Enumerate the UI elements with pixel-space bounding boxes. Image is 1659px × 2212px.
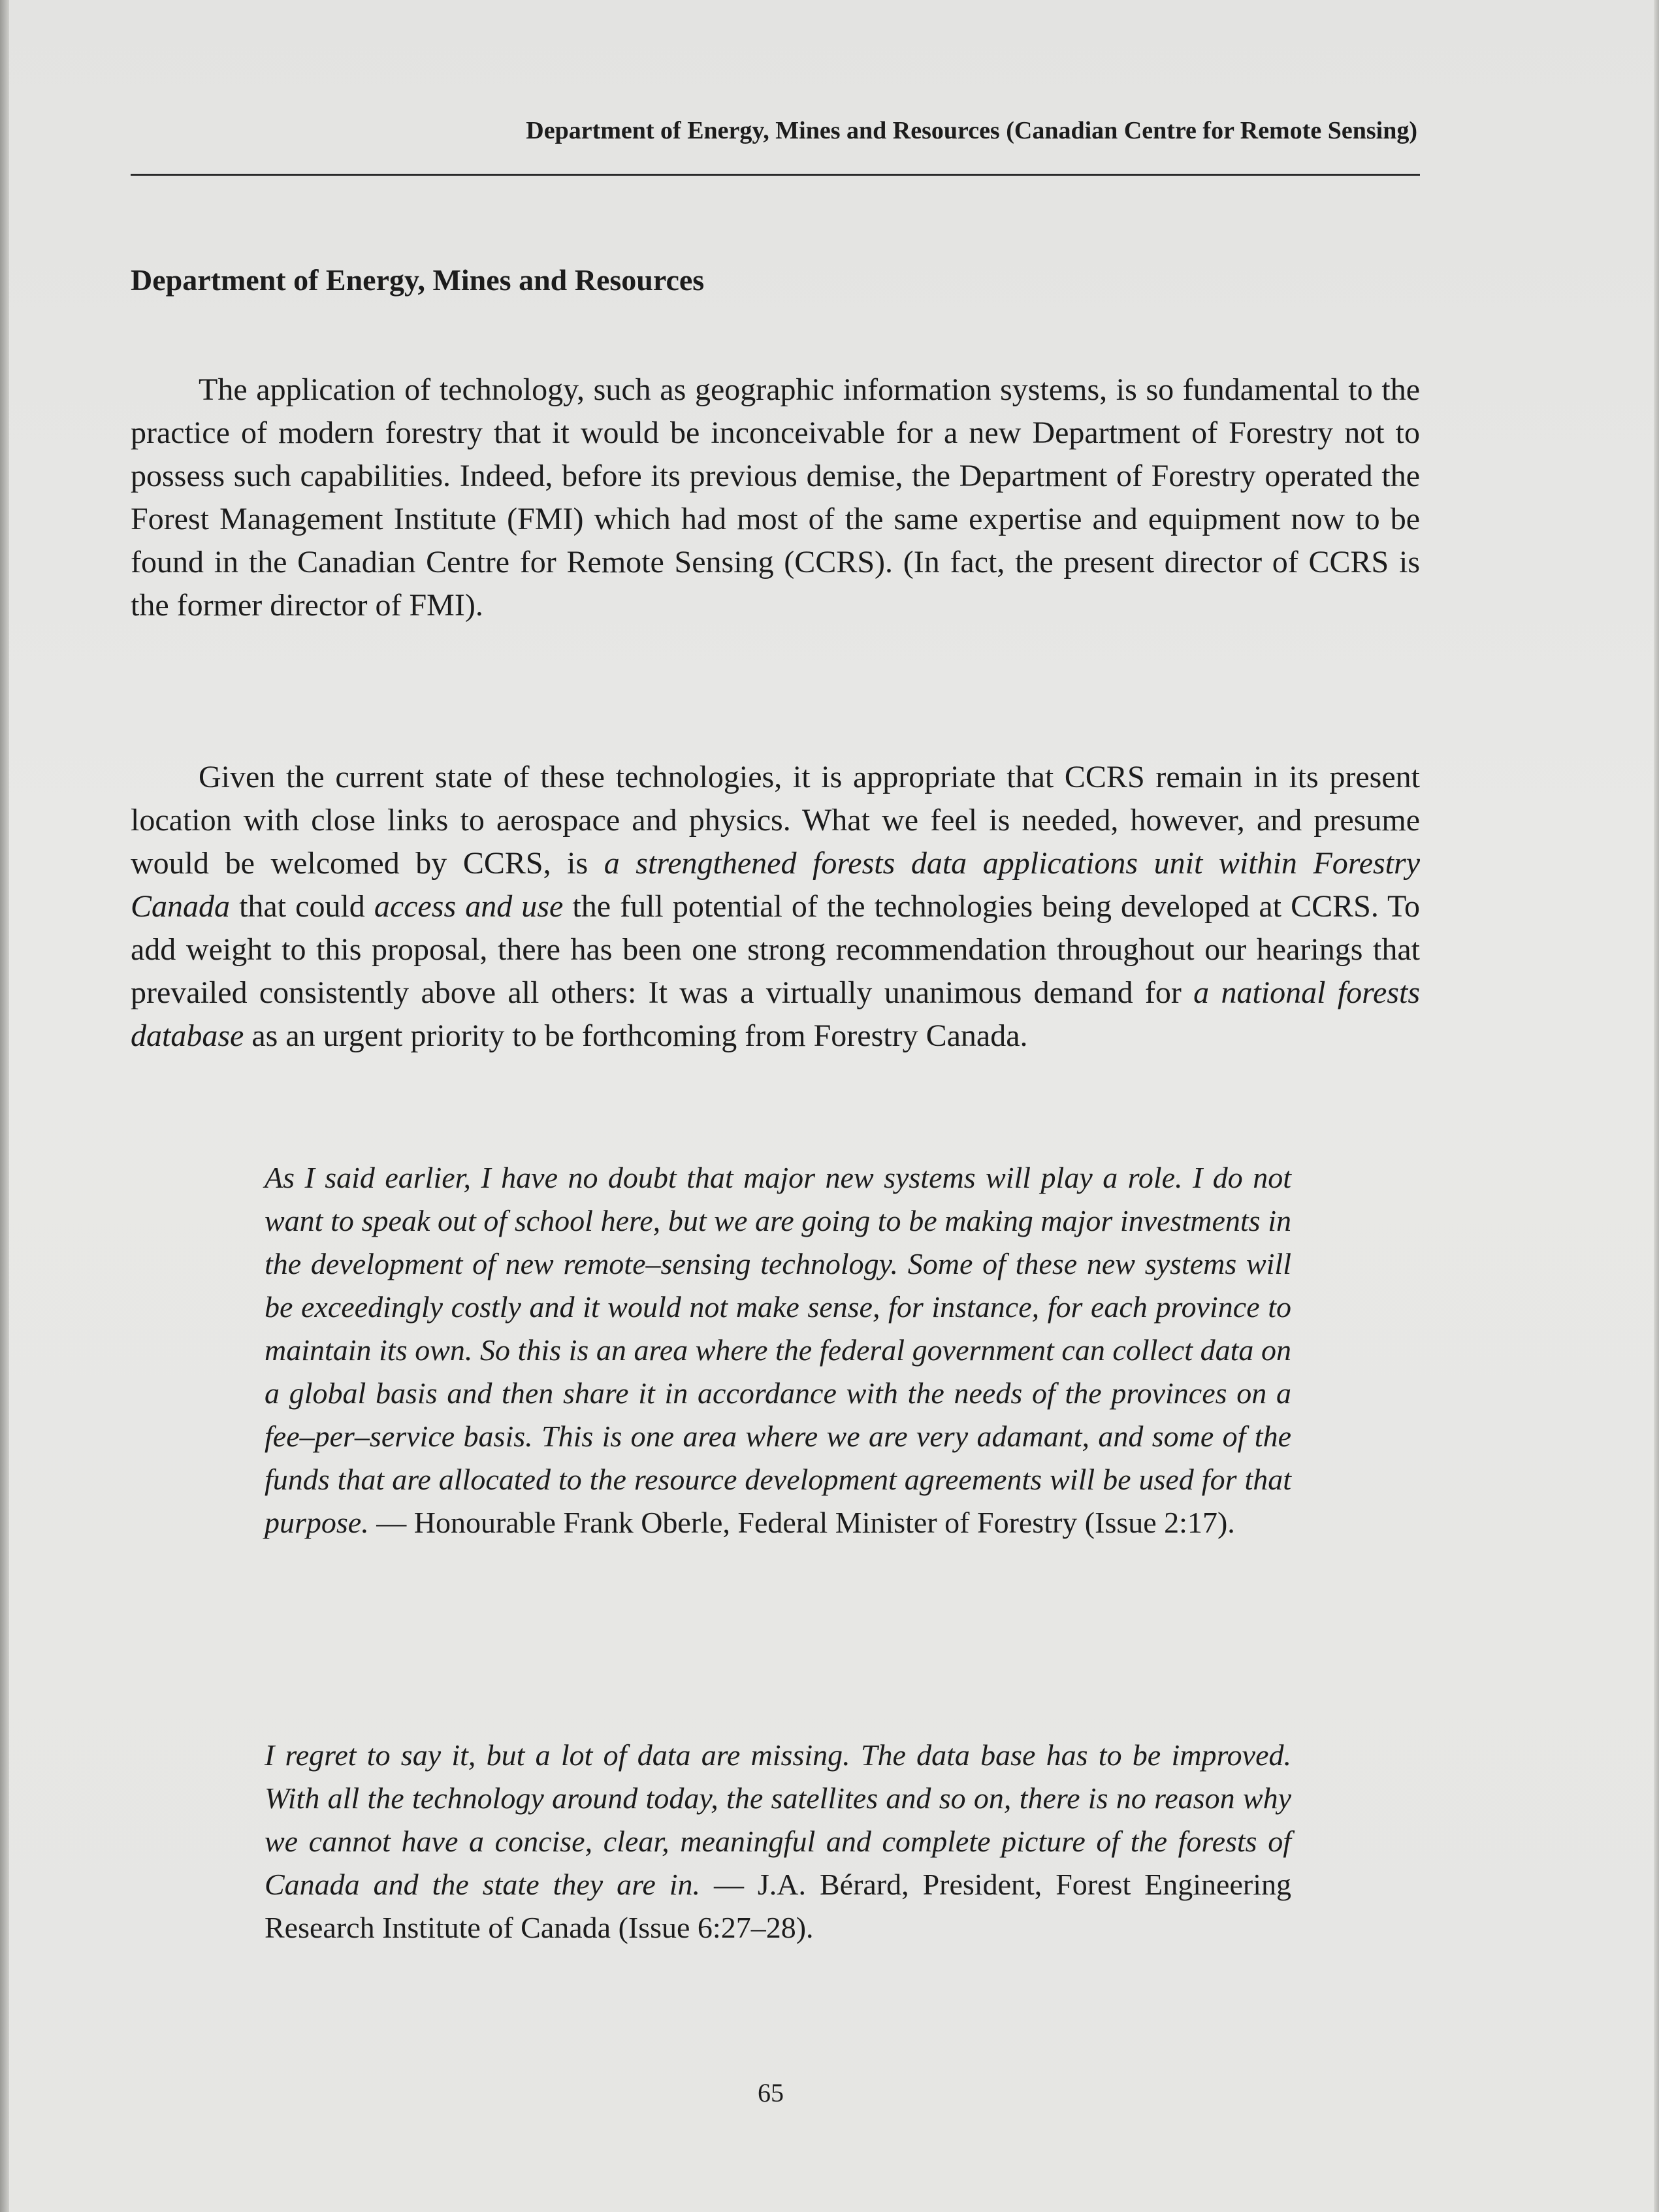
section-title: Department of Energy, Mines and Resources xyxy=(131,263,705,297)
block-quote-2 xyxy=(265,1734,1291,1949)
paragraph-text: that could xyxy=(230,889,374,924)
quote-text: I regret to say it, but a lot of data are missing. The data base has to be improved. With all the technology around today, the satellites and so on, there is no reason why we cannot have a concise, clear, meaningful and complete picture of the forests of Canada and the state they are in. xyxy=(265,1738,1291,1901)
quote-attribution: — J.A. Bérard, President, Forest Engineering Research Institute of Canada (Issue 6:27–28). xyxy=(265,1868,1291,1944)
block-quote-1 xyxy=(265,1156,1291,1544)
paragraph-text: the full potential of the technologies being developed at CCRS. To add weight to this proposal, there has been one strong recommendation throughout our hearings that prevailed consistently above all others: It was a virtually unanimous demand for xyxy=(131,889,1420,1010)
header-rule xyxy=(131,174,1420,176)
quote-attribution: — Honourable Frank Oberle, Federal Minister of Forestry (Issue 2:17). xyxy=(368,1506,1235,1539)
paragraph-text: Given the current state of these technologies, it is appropriate that CCRS remain in its present location with close links to aerospace and physics. What we feel is needed, however, and presume would be welcomed by CCRS, is xyxy=(131,760,1420,881)
emphasis-text: a national forests database xyxy=(131,975,1420,1053)
page-number: 65 xyxy=(758,2078,784,2107)
emphasis-text: access and use xyxy=(374,889,564,924)
body-paragraph-1: The application of technology, such as geographic information systems, is so fundamental to the practice of modern forestry that it would be inconceivable for a new Department of Forestry not to possess such capabilities. Indeed, before its previous demise, the Department of Forestry operated the Forest Management Institute (FMI) which had most of the same expertise and equipment now to be found in the Canadian Centre for Remote Sensing (CCRS). (In fact, the present director of CCRS is the former director of FMI). xyxy=(131,372,1420,623)
paragraph-text: as an urgent priority to be forthcoming from Forestry Canada. xyxy=(244,1018,1028,1053)
emphasis-text: a strengthened forests data applications unit within Forestry Canada xyxy=(131,846,1421,924)
body-paragraph-2 xyxy=(131,756,1420,1058)
running-head: Department of Energy, Mines and Resources (Canadian Centre for Remote Sensing) xyxy=(526,117,1417,144)
quote-text: As I said earlier, I have no doubt that major new systems will play a role. I do not want to speak out of school here, but we are going to be making major investments in the development of new remote–sensing technology. Some of these new systems will be exceedingly costly and it would not make sense, for instance, for each province to maintain its own. So this is an area where the federal government can collect data on a global basis and then share it in accordance with the needs of the provinces on a fee–per–service basis. This is one area where we are very adamant, and some of the funds that are allocated to the resource development agreements will be used for that purpose. xyxy=(265,1161,1291,1539)
page-binding-edge xyxy=(0,0,9,2212)
page-right-edge xyxy=(1654,0,1659,2212)
